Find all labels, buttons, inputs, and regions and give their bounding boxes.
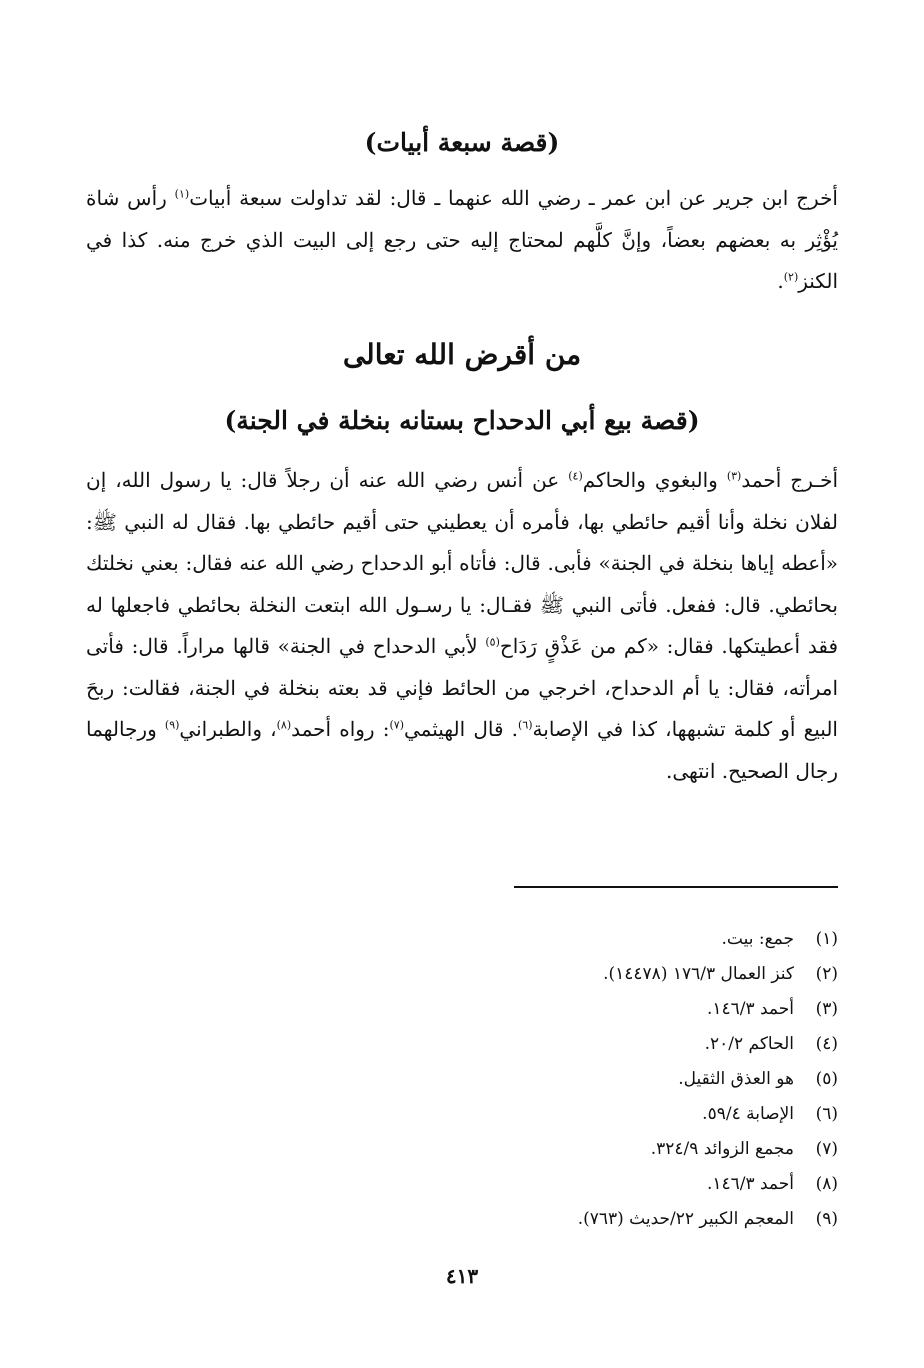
footnote-text: أحمد ١٤٦/٣. [706, 1174, 794, 1194]
footnote-number: (٤) [815, 1034, 838, 1054]
chapter-heading: من أقرض الله تعالى [342, 338, 582, 371]
story2-paragraph [86, 460, 838, 792]
footnote-ref-9: (٩) [164, 718, 180, 732]
footnote-item [338, 992, 838, 1027]
footnote-number: (٨) [815, 1174, 838, 1194]
story1-heading: (قصة سبعة أبيات) [364, 128, 560, 157]
footnote-item [338, 1097, 838, 1132]
footnote-item [338, 1062, 838, 1097]
footnote-number: (٩) [815, 1209, 838, 1229]
footnote-item [338, 1132, 838, 1167]
footnotes-list [338, 922, 838, 1237]
footnote-text: هو العذق الثقيل. [678, 1069, 794, 1089]
footnote-text: أحمد ١٤٦/٣. [706, 999, 794, 1019]
story2-text-5: . قال الهيثمي [404, 717, 519, 741]
footnote-item [338, 957, 838, 992]
footnote-text: الإصابة ٥٩/٤. [702, 1104, 794, 1124]
story2-text-3: عن أنس رضي الله عنه أن رجلاً قال: يا رسول الله، إن لفلان نخلة وأنا أقيم حائطي بها، فأمره أن يعطيني حتى أقيم حائطي بها. فقال له النبي ﷺ: «أعطه إياها بنخلة في الجنة» فأبى. قال: فأتاه أبو الدحداح رضي الله عنه فقال: بعني نخلتك بحائطي. قال: ففعل. فأتى النبي ﷺ فقـال: يا رسـول الله ابتعت النخلة بحائطي فاجعلها له فقد أعطيتكها. فقال: «كم من عَذْقٍ رَدَاح [86, 468, 839, 658]
story1-text-2: رأس شاة يُؤْثِر به بعضهم بعضاً، وإنَّ كلَّهم لمحتاج إليه حتى رجع إلى البيت الذي خرج منه. كذا في الكنز [86, 186, 838, 293]
footnote-ref-4: (٤) [568, 469, 583, 483]
footnote-item [338, 922, 838, 957]
footnote-text: جمع: بيت. [721, 929, 794, 949]
footnote-text: كنز العمال ١٧٦/٣ (١٤٤٧٨). [603, 964, 794, 984]
footnote-ref-8: (٨) [276, 718, 292, 732]
footnote-text: مجمع الزوائد ٣٢٤/٩. [650, 1139, 794, 1159]
footnote-item [338, 1202, 838, 1237]
footnote-item [338, 1027, 838, 1062]
story1-text-1: أخرج ابن جرير عن ابن عمر ـ رضي الله عنهما ـ قال: لقد تداولت سبعة أبيات [189, 186, 838, 210]
footnote-number: (٣) [815, 999, 838, 1019]
footnote-number: (١) [815, 929, 838, 949]
footnote-divider [514, 886, 838, 888]
footnote-text: المعجم الكبير ٢٢/حديث (٧٦٣). [577, 1209, 794, 1229]
footnote-ref-7: (٧) [389, 718, 404, 732]
footnote-ref-1: (١) [174, 187, 190, 201]
story2-text-8: ورجالهما رجال الصحيح. انتهى. [86, 717, 838, 783]
story2-text-7: ، والطبراني [179, 717, 277, 741]
footnote-ref-3: (٣) [726, 469, 742, 483]
page-number: ٤١٣ [445, 1264, 479, 1288]
footnote-ref-6: (٦) [518, 718, 533, 732]
footnote-ref-2: (٢) [783, 270, 799, 284]
story1-text-3: . [777, 269, 784, 293]
footnote-number: (٧) [815, 1139, 838, 1159]
story2-text-2: والبغوي والحاكم [582, 468, 727, 492]
story1-paragraph [86, 178, 838, 303]
footnote-number: (٦) [815, 1104, 838, 1124]
footnote-number: (٥) [815, 1069, 838, 1089]
footnote-text: الحاكم ٢٠/٢. [704, 1034, 794, 1054]
story2-text-6: : رواه أحمد [291, 717, 390, 741]
footnote-ref-5: (٥) [485, 635, 500, 649]
footnote-number: (٢) [815, 964, 838, 984]
story2-heading: (قصة بيع أبي الدحداح بستانه بنخلة في الجنة) [224, 406, 700, 435]
footnote-item [338, 1167, 838, 1202]
story2-text-1: أخـرج أحمد [741, 468, 839, 492]
story2-text-4: لأبي الدحداح في الجنة» قالها مراراً. قال: فأتى امرأته، فقال: يا أم الدحداح، اخرجي من الحائط فإني قد بعته بنخلة في الجنة، فقالت: ربحَ البيع أو كلمة تشبهها، كذا في الإصابة [86, 634, 839, 741]
